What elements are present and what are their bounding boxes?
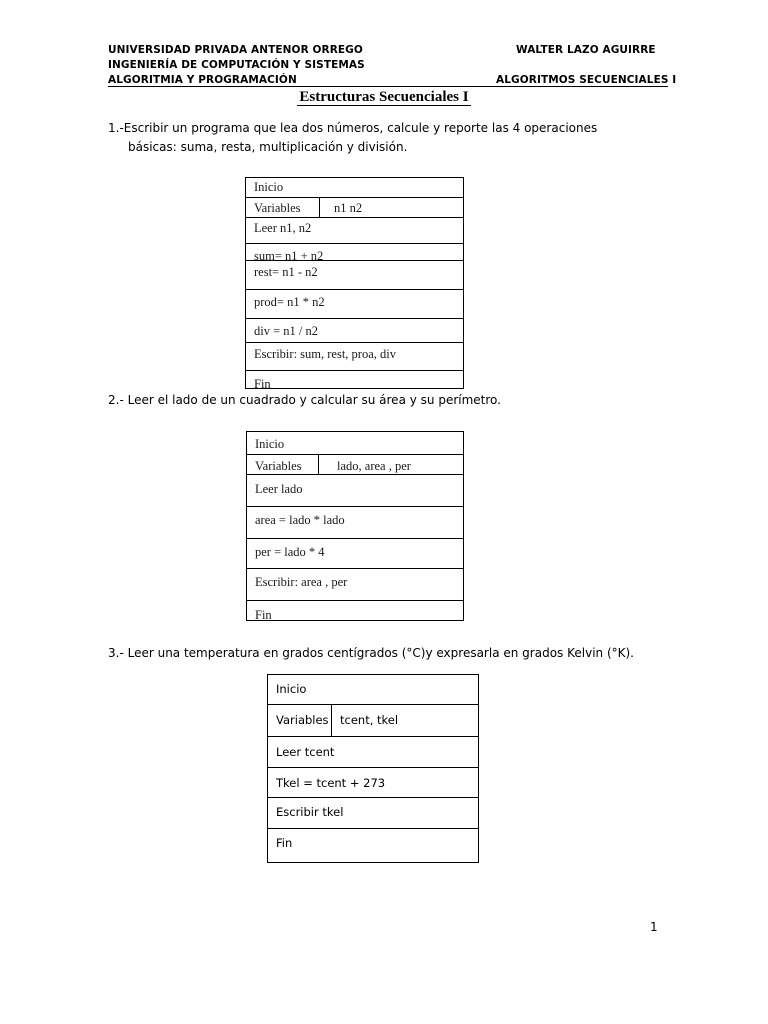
flow-step: Escribir: area , per	[247, 568, 463, 600]
flow-variables-row	[268, 704, 478, 736]
flow-start: Inicio	[255, 437, 285, 451]
flow-step: div = n1 / n2	[246, 318, 463, 342]
flow-end: Fin	[246, 370, 463, 388]
flow-step: prod= n1 * n2	[246, 289, 463, 318]
flow-step: rest= n1 - n2	[246, 260, 463, 289]
flow-variables-value: lado, area , per	[337, 459, 411, 473]
flow-variables-label: Variables	[254, 201, 301, 215]
flow-end: Fin	[247, 600, 463, 620]
page-number: 1	[650, 920, 658, 934]
flow-variables-label: Variables	[276, 713, 329, 727]
header-department: INGENIERÍA DE COMPUTACIÓN Y SISTEMAS	[108, 59, 365, 71]
document-title: Estructuras Secuenciales I	[299, 89, 469, 105]
question-2-text: 2.- Leer el lado de un cuadrado y calcular su área y su perímetro.	[108, 393, 501, 407]
flow-variables-value: n1 n2	[334, 201, 363, 215]
flow-step: Tkel = tcent + 273	[268, 767, 478, 797]
flow-step: area = lado * lado	[247, 506, 463, 538]
header-topic: ALGORITMOS SECUENCIALES I	[496, 74, 677, 86]
flowchart-3	[267, 674, 479, 863]
flowchart-2	[246, 431, 464, 621]
flow-step: Leer lado	[247, 474, 463, 506]
header-rule	[108, 86, 668, 87]
question-1-text: 1.-Escribir un programa que lea dos números, calcule y reporte las 4 operaciones básicas: suma, resta, multiplicación y división.	[108, 121, 598, 154]
flow-variables-label: Variables	[255, 459, 302, 473]
flow-variables-row	[246, 197, 463, 217]
flow-step: per = lado * 4	[247, 538, 463, 568]
flow-variables-row	[247, 454, 463, 474]
flow-end: Fin	[268, 828, 478, 862]
flowchart-1	[245, 177, 464, 389]
flow-step: Leer n1, n2	[246, 217, 463, 243]
header-course: ALGORITMIA Y PROGRAMACIÓN	[108, 74, 297, 86]
flow-divider	[318, 455, 319, 474]
flow-step: Escribir tkel	[268, 797, 478, 828]
flow-divider	[319, 198, 320, 217]
question-3-text: 3.- Leer una temperatura en grados centígrados (°C)y expresarla en grados Kelvin (°K).	[108, 646, 634, 660]
flow-variables-value: tcent, tkel	[340, 713, 399, 727]
flow-divider	[331, 705, 332, 736]
header-author: WALTER LAZO AGUIRRE	[516, 44, 656, 56]
flow-step: Leer tcent	[268, 736, 478, 767]
flow-step: Escribir: sum, rest, proa, div	[246, 342, 463, 370]
flow-start: Inicio	[276, 682, 307, 696]
flow-step: sum= n1 + n2	[246, 243, 463, 260]
header-university: UNIVERSIDAD PRIVADA ANTENOR ORREGO	[108, 44, 363, 56]
flow-start: Inicio	[254, 180, 284, 194]
